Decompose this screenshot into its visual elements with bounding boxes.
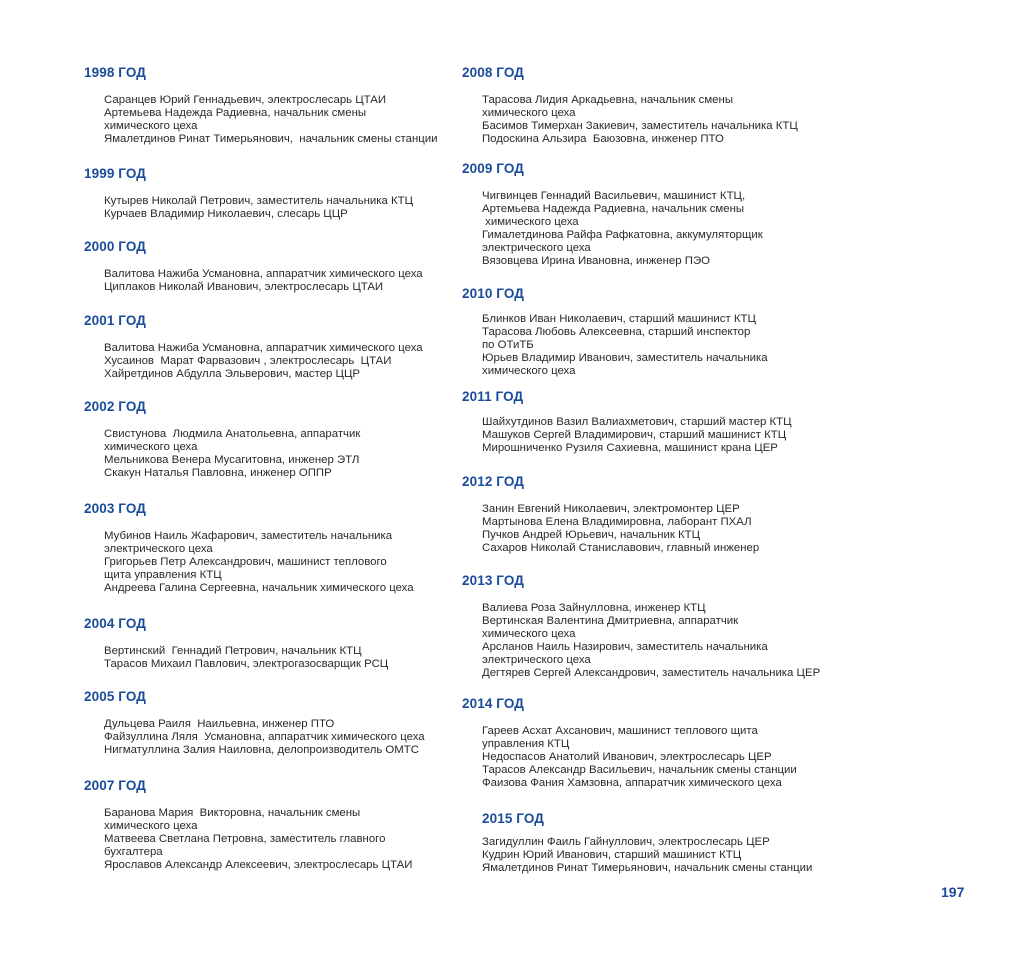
employee-list: Валиева Роза Зайнулловна, инженер КТЦ Вертинская Валентина Дмитриевна, аппаратчик химического цеха Арсланов Наиль Назирович, заместитель начальника электрического цеха Дегтярев Сергей Александрович, заместитель начальника ЦЕР	[482, 602, 821, 679]
year-heading: 1998 ГОД	[84, 65, 146, 80]
employee-list: Занин Евгений Николаевич, электромонтер ЦЕР Мартынова Елена Владимировна, лаборант ПХАЛ Пучков Андрей Юрьевич, начальник КТЦ Сахаров Николай Станиславович, главный инженер	[482, 503, 760, 554]
year-heading: 2000 ГОД	[84, 239, 146, 254]
employee-list: Баранова Мария Викторовна, начальник смены химического цеха Матвеева Светлана Петровна, заместитель главного бухгалтера Ярославов Александр Алексеевич, электрослесарь ЦТАИ	[104, 807, 413, 871]
year-heading: 1999 ГОД	[84, 166, 146, 181]
year-heading: 2012 ГОД	[462, 474, 524, 489]
employee-list: Валитова Нажиба Усмановна, аппаратчик химического цеха Циплаков Николай Иванович, электрослесарь ЦТАИ	[104, 268, 423, 293]
employee-list: Свистунова Людмила Анатольевна, аппаратчик химического цеха Мельникова Венера Мусагитовна, инженер ЭТЛ Скакун Наталья Павловна, инженер ОППР	[104, 428, 361, 479]
year-heading: 2008 ГОД	[462, 65, 524, 80]
year-heading: 2005 ГОД	[84, 689, 146, 704]
year-heading: 2002 ГОД	[84, 399, 146, 414]
employee-list: Вертинский Геннадий Петрович, начальник КТЦ Тарасов Михаил Павлович, электрогазосварщик РСЦ	[104, 645, 389, 670]
employee-list: Валитова Нажиба Усмановна, аппаратчик химического цеха Хусаинов Марат Фарвазович , электрослесарь ЦТАИ Хайретдинов Абдулла Эльверович, мастер ЦЦР	[104, 342, 423, 380]
employee-list: Гареев Асхат Ахсанович, машинист теплового щита управления КТЦ Недоспасов Анатолий Иванович, электрослесарь ЦЕР Тарасов Александр Васильевич, начальник смены станции Фаизова Фания Хамзовна, аппаратчик химического цеха	[482, 725, 797, 789]
year-heading: 2009 ГОД	[462, 161, 524, 176]
year-heading: 2013 ГОД	[462, 573, 524, 588]
employee-list: Кутырев Николай Петрович, заместитель начальника КТЦ Курчаев Владимир Николаевич, слесарь ЦЦР	[104, 195, 414, 220]
employee-list: Блинков Иван Николаевич, старший машинист КТЦ Тарасова Любовь Алексеевна, старший инспектор по ОТиТБ Юрьев Владимир Иванович, заместитель начальника химического цеха	[482, 313, 768, 377]
employee-list: Шайхутдинов Вазил Валиахметович, старший мастер КТЦ Машуков Сергей Владимирович, старший машинист КТЦ Мирошниченко Рузиля Сахиевна, машинист крана ЦЕР	[482, 416, 792, 454]
year-heading: 2003 ГОД	[84, 501, 146, 516]
employee-list: Тарасова Лидия Аркадьевна, начальник смены химического цеха Басимов Тимерхан Закиевич, заместитель начальника КТЦ Подоскина Альзира Баюзовна, инженер ПТО	[482, 94, 798, 145]
year-heading: 2015 ГОД	[482, 811, 544, 826]
page-number: 197	[941, 884, 965, 900]
employee-list: Мубинов Наиль Жафарович, заместитель начальника электрического цеха Григорьев Петр Александрович, машинист теплового щита управления КТЦ Андреева Галина Сергеевна, начальник химического цеха	[104, 530, 414, 594]
year-heading: 2011 ГОД	[462, 389, 524, 404]
employee-list: Загидуллин Фаиль Гайнуллович, электрослесарь ЦЕР Кудрин Юрий Иванович, старший машинист КТЦ Ямалетдинов Ринат Тимерьянович, начальник смены станции	[482, 836, 813, 874]
year-heading: 2007 ГОД	[84, 778, 146, 793]
employee-list: Дульцева Раиля Наильевна, инженер ПТО Файзуллина Ляля Усмановна, аппаратчик химического цеха Нигматуллина Залия Наиловна, делопроизводитель ОМТС	[104, 718, 425, 756]
year-heading: 2014 ГОД	[462, 696, 524, 711]
year-heading: 2010 ГОД	[462, 286, 524, 301]
year-heading: 2001 ГОД	[84, 313, 146, 328]
employee-list: Чигвинцев Геннадий Васильевич, машинист КТЦ, Артемьева Надежда Радиевна, начальник смены химического цеха Гималетдинова Райфа Рафкатовна, аккумуляторщик электрического цеха Вязовцева Ирина Ивановна, инженер ПЭО	[482, 190, 763, 267]
year-heading: 2004 ГОД	[84, 616, 146, 631]
employee-list: Саранцев Юрий Геннадьевич, электрослесарь ЦТАИ Артемьева Надежда Радиевна, начальник смены химического цеха Ямалетдинов Ринат Тимерьянович, начальник смены станции	[104, 94, 438, 145]
